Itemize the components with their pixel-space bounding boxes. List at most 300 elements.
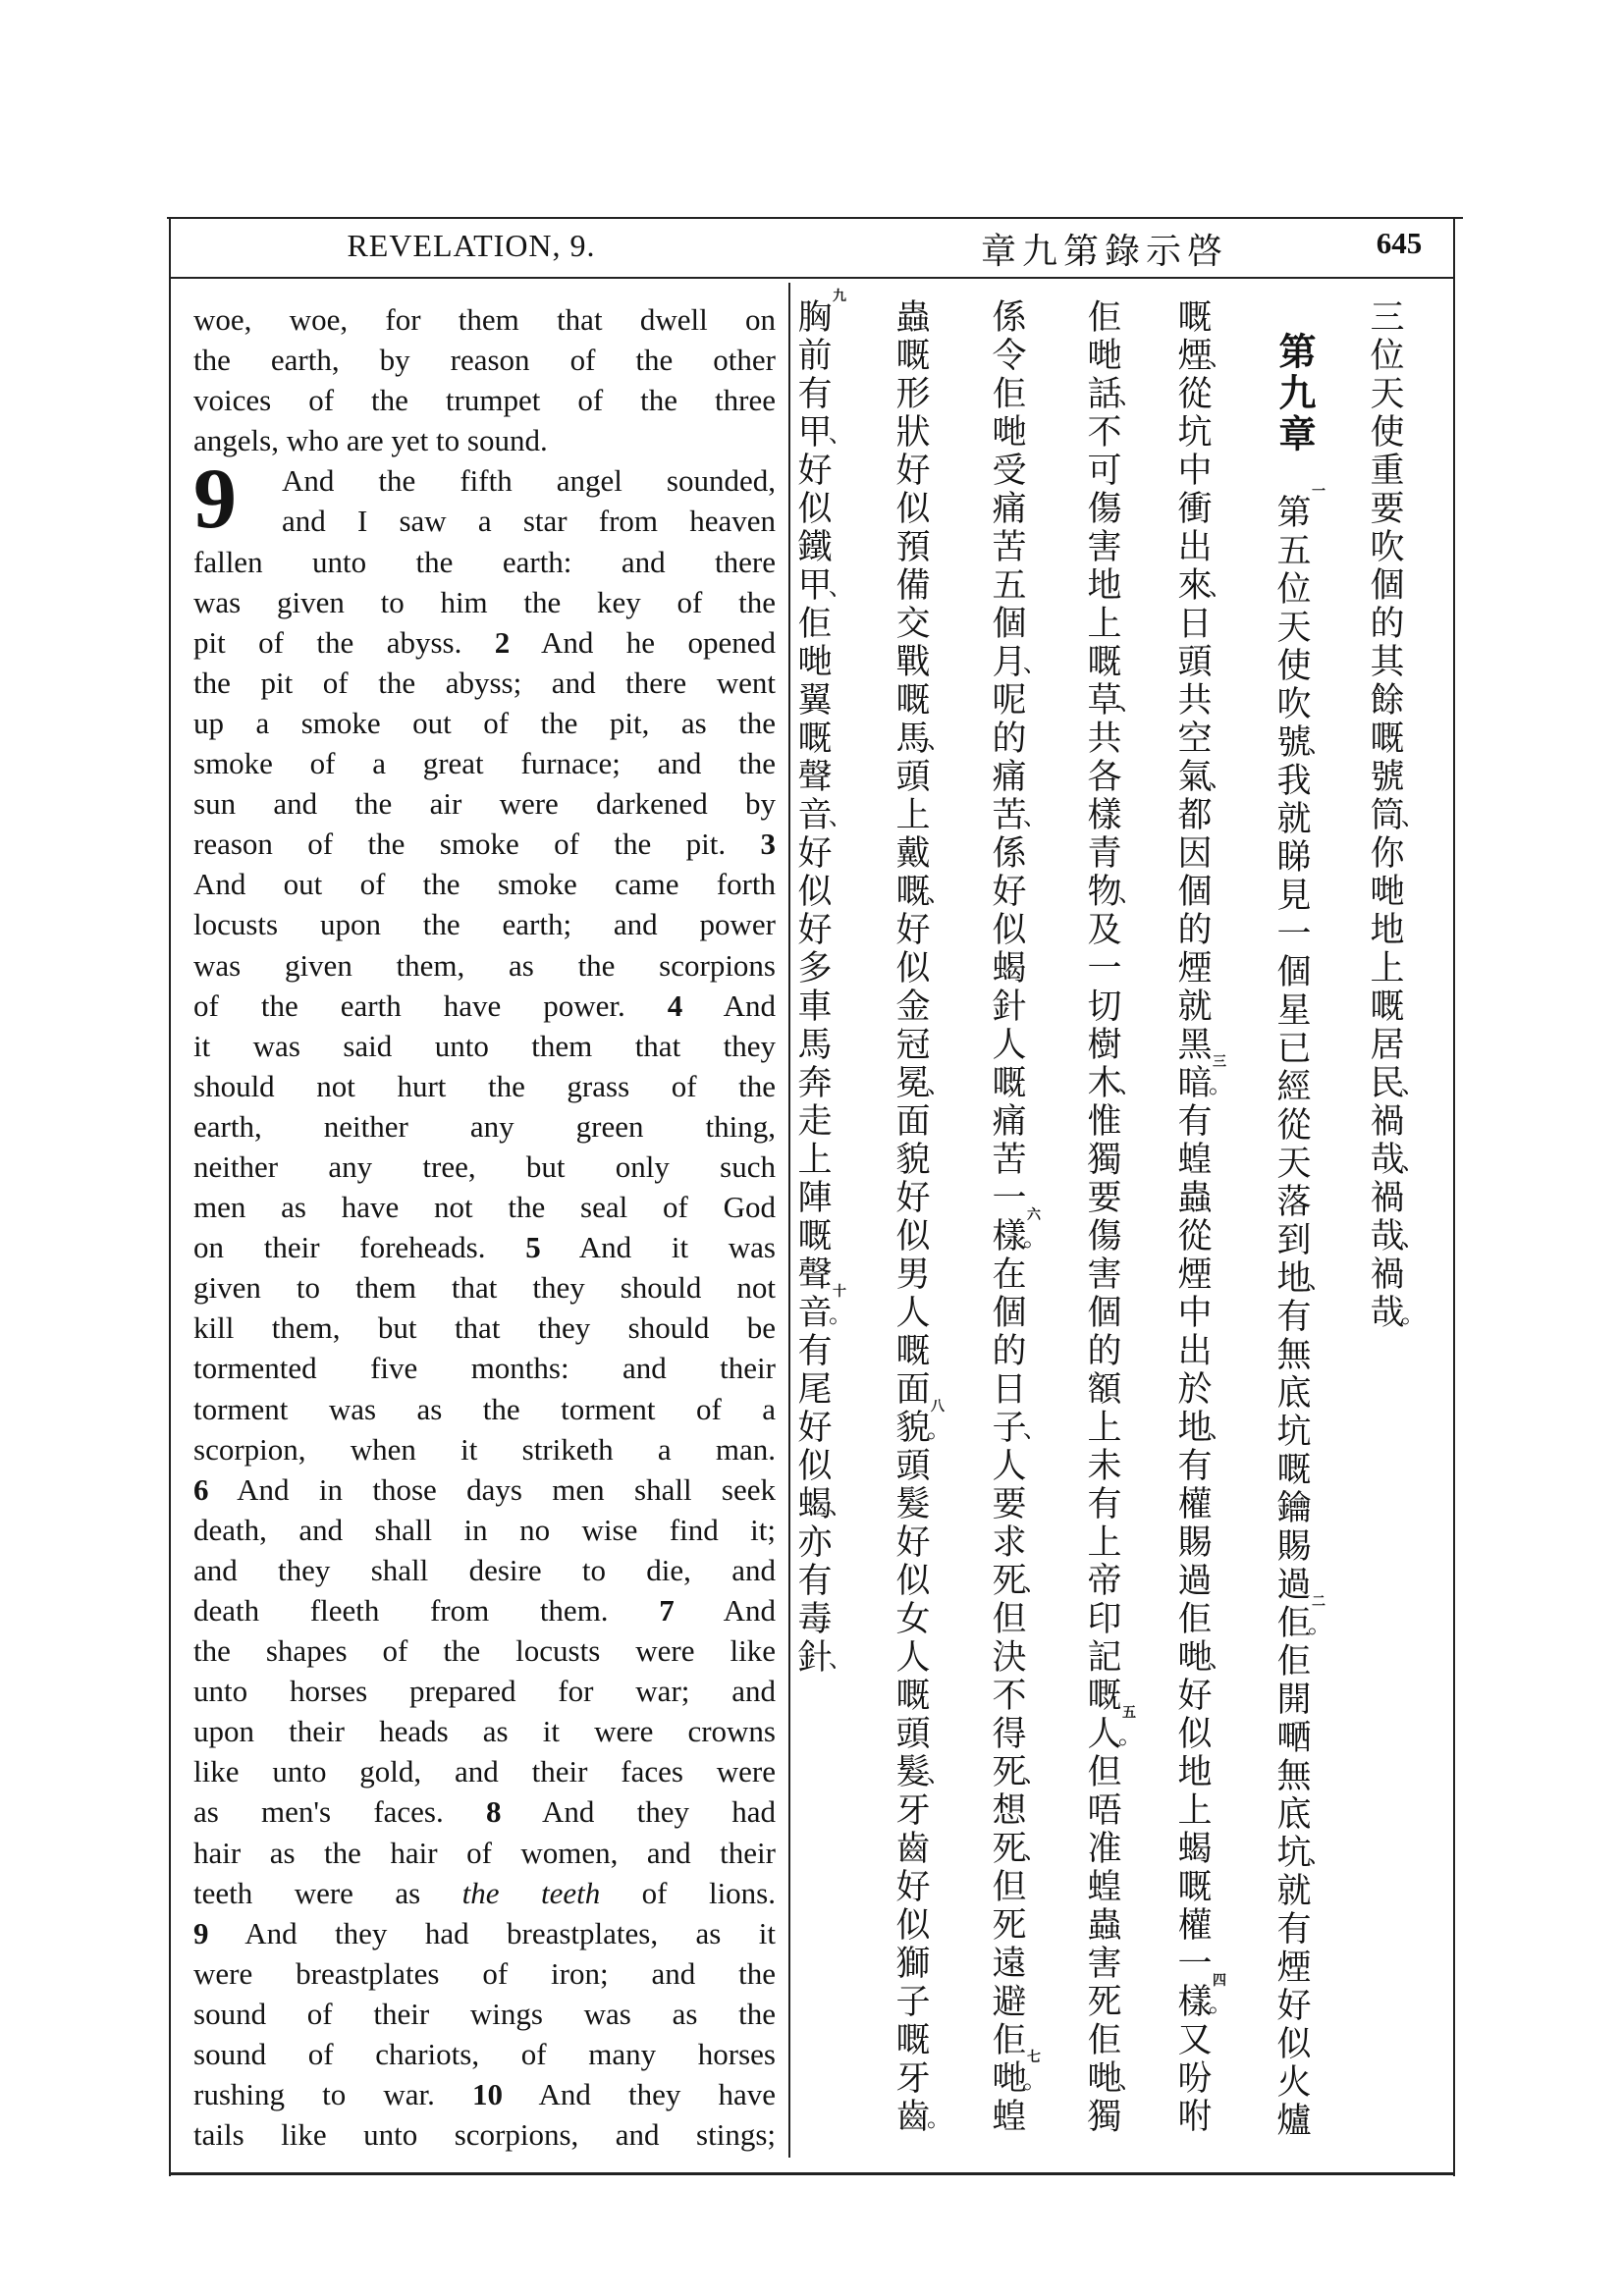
chinese-char: 苦 bbox=[992, 528, 1027, 567]
chinese-char: 就 bbox=[1276, 800, 1312, 839]
text-segment: the pit of the abyss; and there went bbox=[193, 665, 776, 700]
chinese-char: 日 bbox=[1177, 605, 1213, 644]
chinese-char: 哋 、 bbox=[1087, 2059, 1142, 2099]
chinese-char: 的 bbox=[992, 720, 1027, 759]
chinese-char: 頭 bbox=[895, 1447, 931, 1486]
chinese-char: 中 bbox=[1177, 452, 1213, 491]
chinese-char: 地 、 bbox=[1177, 1409, 1232, 1448]
chinese-char: 好 bbox=[797, 1409, 833, 1448]
chinese-char: 苦 、 bbox=[992, 796, 1047, 835]
chinese-char: 害 bbox=[1087, 1255, 1122, 1295]
text-line bbox=[193, 1953, 776, 1994]
text-segment: tormented five months: and their bbox=[193, 1351, 776, 1386]
chinese-char: 好 bbox=[1276, 1987, 1312, 2026]
chinese-char: 出 bbox=[1177, 1332, 1213, 1371]
text-segment: And bbox=[674, 1593, 776, 1628]
text-segment: woe, woe, for them that dwell on bbox=[193, 302, 776, 337]
chinese-char: 出 bbox=[1177, 528, 1213, 567]
chinese-char: 似 bbox=[797, 1447, 833, 1486]
punctuation: 、 bbox=[1209, 573, 1232, 601]
text-line bbox=[193, 1913, 776, 1953]
chinese-char: 五 bbox=[1276, 532, 1312, 571]
text-line bbox=[193, 2074, 776, 2114]
chinese-char: 髮 、 bbox=[895, 1753, 950, 1792]
punctuation: 、 bbox=[1209, 1415, 1232, 1443]
chinese-char: 不 bbox=[992, 1677, 1027, 1716]
punctuation: 、 bbox=[1023, 1837, 1047, 1864]
text-line bbox=[193, 1187, 776, 1227]
chapter-heading: 第九章 bbox=[1272, 332, 1316, 455]
text-segment: were breastplates of iron; and the bbox=[193, 1955, 776, 1991]
chinese-char: 好 bbox=[992, 873, 1027, 912]
text-segment: men as have not the seal of God bbox=[193, 1190, 776, 1225]
chinese-char: 印 bbox=[1087, 1600, 1122, 1639]
punctuation: 、 bbox=[1401, 1224, 1425, 1252]
chinese-char: 及 bbox=[1087, 911, 1122, 950]
chinese-char: 痛 bbox=[992, 758, 1027, 797]
text-line bbox=[193, 824, 776, 864]
column-divider bbox=[788, 283, 790, 2158]
chinese-char: 馬 bbox=[797, 1026, 833, 1065]
chinese-char: 底 bbox=[1276, 1374, 1312, 1414]
text-segment: And they had bbox=[501, 1794, 776, 1830]
chinese-char: 遠 bbox=[992, 1945, 1027, 1984]
chinese-char: 甲 、 bbox=[797, 566, 852, 606]
chinese-char: 餘 bbox=[1370, 681, 1405, 721]
punctuation: 、 bbox=[1118, 880, 1142, 907]
chinese-char: 煙 bbox=[1177, 1255, 1213, 1295]
chinese-char: 令 bbox=[992, 337, 1027, 376]
chinese-char: 有 bbox=[1276, 1298, 1312, 1337]
chinese-char: 嗮 bbox=[1276, 1719, 1312, 1758]
chinese-char: 死 bbox=[1087, 1983, 1122, 2022]
chinese-char: 有 bbox=[1177, 1447, 1213, 1486]
text-segment: teeth were as bbox=[193, 1875, 462, 1910]
text-segment: neither any tree, but only such bbox=[193, 1148, 776, 1184]
chinese-char: 鐵 bbox=[797, 528, 833, 567]
chinese-char: 戴 bbox=[895, 834, 931, 874]
punctuation: 、 bbox=[829, 1645, 852, 1673]
chinese-char: 有 bbox=[797, 1332, 833, 1371]
chinese-char: 三 bbox=[1370, 298, 1405, 338]
chinese-char: 胸 九 bbox=[797, 289, 846, 338]
text-segment: sound of their wings was as the bbox=[193, 1996, 776, 2031]
chinese-char: 牙 bbox=[895, 2059, 931, 2099]
chinese-char: 煙 、 bbox=[1177, 337, 1232, 376]
chinese-char: 頭 bbox=[895, 758, 931, 797]
verse-number: 10 bbox=[472, 2077, 504, 2112]
text-line bbox=[193, 945, 776, 986]
chinese-char: 各 bbox=[1087, 758, 1122, 797]
text-segment: And the fifth angel sounded, bbox=[282, 463, 776, 499]
chinese-char: 因 bbox=[1177, 834, 1213, 874]
text-segment: And he opened bbox=[510, 624, 776, 660]
text-line bbox=[193, 1348, 776, 1388]
chinese-char: 似 bbox=[895, 1217, 931, 1256]
chinese-char: 好 bbox=[895, 1868, 931, 1907]
chinese-char: 多 bbox=[797, 949, 833, 988]
text-line bbox=[193, 1389, 776, 1429]
text-segment: And it was bbox=[540, 1230, 776, 1265]
english-text-column bbox=[193, 299, 776, 2155]
punctuation: 。 bbox=[1209, 1990, 1232, 2017]
chinese-char: 筒 、 bbox=[1370, 796, 1425, 835]
chinese-char: 上 bbox=[1087, 605, 1122, 644]
chinese-char: 坑 、 bbox=[1276, 1834, 1331, 1873]
chinese-char: 可 bbox=[1087, 452, 1122, 491]
chinese-char: 似 bbox=[1276, 2025, 1312, 2064]
chinese-char: 不 bbox=[1087, 413, 1122, 453]
chinese-char: 嘅 bbox=[797, 720, 833, 759]
chinese-char: 從 bbox=[1177, 1217, 1213, 1256]
chinese-char: 死 、 bbox=[992, 1753, 1047, 1792]
text-line bbox=[193, 1550, 776, 1590]
text-segment: upon their heads as it were crowns bbox=[193, 1714, 776, 1749]
verse-marker: 五 bbox=[1122, 1705, 1136, 1721]
text-segment: death, and shall in no wise find it; bbox=[193, 1512, 776, 1547]
text-segment: earth, neither any green thing, bbox=[193, 1108, 776, 1144]
chinese-char: 受 bbox=[992, 452, 1027, 491]
verse-number: 4 bbox=[667, 988, 683, 1023]
chinese-char: 人 。 五 bbox=[1087, 1705, 1142, 1754]
chinese-char: 民 、 bbox=[1370, 1064, 1425, 1103]
chinese-char: 草 、 bbox=[1087, 681, 1142, 721]
chinese-char: 上 bbox=[1370, 949, 1405, 988]
chinese-char: 似 bbox=[895, 949, 931, 988]
punctuation: 。 bbox=[1308, 1611, 1331, 1638]
chinese-char: 哉 、 bbox=[1370, 1141, 1425, 1180]
text-line bbox=[193, 2034, 776, 2074]
text-segment: sun and the air were darkened by bbox=[193, 786, 776, 822]
chinese-char: 避 bbox=[992, 1983, 1027, 2022]
chinese-char: 煙 bbox=[1177, 949, 1213, 988]
chinese-column bbox=[1272, 332, 1331, 2141]
text-line bbox=[193, 1630, 776, 1671]
chinese-char: 號 、 bbox=[1276, 723, 1331, 763]
chinese-char: 使 bbox=[1370, 413, 1405, 453]
text-line bbox=[193, 1994, 776, 2034]
chinese-char: 但 bbox=[1087, 1753, 1122, 1792]
chinese-char: 一 bbox=[1087, 949, 1122, 988]
chinese-char: 坑 bbox=[1276, 1413, 1312, 1452]
chinese-char: 五 bbox=[992, 566, 1027, 606]
chinese-char: 我 bbox=[1276, 762, 1312, 801]
text-line bbox=[193, 1066, 776, 1106]
punctuation: 。 bbox=[927, 1415, 950, 1443]
text-line bbox=[193, 1106, 776, 1147]
chinese-char: 帝 bbox=[1087, 1562, 1122, 1601]
chinese-char: 人 bbox=[895, 1638, 931, 1678]
verse-marker: 三 bbox=[1213, 1054, 1226, 1070]
chinese-char: 貌 。 八 bbox=[895, 1399, 950, 1448]
chinese-column bbox=[795, 289, 852, 1678]
chinese-char: 樣 。 四 bbox=[1177, 1973, 1232, 2022]
text-line bbox=[193, 299, 776, 340]
chinese-char: 中 bbox=[1177, 1294, 1213, 1333]
chinese-char: 好 bbox=[895, 1523, 931, 1563]
punctuation: 、 bbox=[1308, 1841, 1331, 1868]
chinese-char: 齒 bbox=[895, 1830, 931, 1869]
chinese-char: 佢 bbox=[992, 2021, 1027, 2060]
chinese-char: 嘅 bbox=[895, 337, 931, 376]
text-line bbox=[193, 1308, 776, 1348]
text-segment: unto horses prepared for war; and bbox=[193, 1674, 776, 1709]
text-segment: rushing to war. bbox=[193, 2077, 473, 2112]
chinese-char: 惟 bbox=[1087, 1102, 1122, 1142]
chinese-char: 係 bbox=[992, 298, 1027, 338]
chinese-char: 佢 bbox=[992, 375, 1027, 414]
chinese-char: 好 bbox=[1177, 1677, 1213, 1716]
chinese-char: 就 bbox=[1276, 1872, 1312, 1911]
chinese-char: 人 bbox=[895, 1294, 931, 1333]
chinese-char: 人 bbox=[992, 1026, 1027, 1065]
chinese-char: 記 bbox=[1087, 1638, 1122, 1678]
chinese-char: 牙 bbox=[895, 1791, 931, 1831]
header-bottom-rule bbox=[169, 277, 1455, 279]
text-line bbox=[193, 460, 776, 501]
chinese-char: 佢 bbox=[1276, 1642, 1312, 1682]
chinese-char: 佢 bbox=[1177, 1600, 1213, 1639]
punctuation: 、 bbox=[829, 420, 852, 448]
text-segment: and I saw a star from heaven bbox=[282, 504, 776, 539]
punctuation: 。 bbox=[1118, 1722, 1142, 1749]
chinese-char: 見 bbox=[1276, 877, 1312, 916]
chinese-char: 係 bbox=[992, 834, 1027, 874]
chinese-char: 哋 、 bbox=[1177, 1638, 1232, 1678]
chinese-char: 嘅 、 bbox=[895, 873, 950, 912]
chinese-char: 一 bbox=[1177, 1945, 1213, 1984]
chinese-char: 地 bbox=[1177, 1753, 1213, 1792]
chinese-char: 苦 bbox=[992, 1141, 1027, 1180]
chinese-char: 權 bbox=[1177, 1906, 1213, 1946]
chinese-char: 似 bbox=[797, 490, 833, 529]
chinese-char: 佢 bbox=[797, 605, 833, 644]
chinese-char: 獅 bbox=[895, 1945, 931, 1984]
chinese-char: 蝎 、 bbox=[797, 1485, 852, 1524]
chinese-char: 睇 bbox=[1276, 838, 1312, 878]
text-segment: hair as the hair of women, and their bbox=[193, 1835, 776, 1870]
chinese-column bbox=[1368, 298, 1425, 1333]
chinese-char: 嘅 bbox=[1276, 1451, 1312, 1490]
chinese-char: 冠 bbox=[895, 1026, 931, 1065]
text-line bbox=[193, 380, 776, 420]
text-segment: was given to him the key of the bbox=[193, 584, 776, 619]
chinese-char: 賜 bbox=[1276, 1527, 1312, 1567]
chinese-char: 有 bbox=[1177, 1102, 1213, 1142]
chinese-char: 嘅 bbox=[895, 2021, 931, 2060]
text-line bbox=[193, 1791, 776, 1832]
chinese-char: 頭 bbox=[1177, 643, 1213, 682]
text-segment: kill them, but that they should be bbox=[193, 1310, 776, 1346]
text-segment: on their foreheads. bbox=[193, 1230, 526, 1265]
chinese-char: 嘅 bbox=[797, 1217, 833, 1256]
chinese-char: 嘅 bbox=[895, 1677, 931, 1716]
chinese-char: 佢 bbox=[1087, 298, 1122, 338]
chinese-char: 嘅 bbox=[1087, 643, 1122, 682]
text-segment: of the earth have power. bbox=[193, 988, 668, 1023]
chinese-char: 貌 bbox=[895, 1141, 931, 1180]
chinese-char: 哋 bbox=[1370, 873, 1405, 912]
chinese-char: 禍 bbox=[1370, 1255, 1405, 1295]
chinese-char: 死 bbox=[992, 1906, 1027, 1946]
punctuation: 。 bbox=[1023, 1224, 1047, 1252]
punctuation: 、 bbox=[1209, 765, 1232, 792]
text-line bbox=[193, 582, 776, 622]
punctuation: 。 bbox=[829, 1301, 852, 1328]
chinese-char: 要 bbox=[992, 1485, 1027, 1524]
text-segment: voices of the trumpet of the three bbox=[193, 383, 776, 418]
punctuation: 、 bbox=[1023, 803, 1047, 830]
chinese-char: 重 bbox=[1370, 452, 1405, 491]
punctuation: 。 bbox=[1209, 1071, 1232, 1098]
chinese-char: 天 bbox=[1276, 609, 1312, 648]
chinese-char: 毒 bbox=[797, 1600, 833, 1639]
chinese-char: 有 bbox=[797, 1562, 833, 1601]
chinese-char: 哋 bbox=[797, 643, 833, 682]
chinese-char: 似 bbox=[1177, 1715, 1213, 1754]
text-line bbox=[193, 1469, 776, 1510]
chinese-char: 哉 。 bbox=[1370, 1294, 1425, 1333]
chinese-char: 佢 。 二 bbox=[1276, 1594, 1331, 1643]
chinese-char: 似 bbox=[895, 490, 931, 529]
punctuation: 、 bbox=[1118, 688, 1142, 716]
verse-marker: 二 bbox=[1312, 1594, 1325, 1610]
chinese-char: 就 bbox=[1177, 988, 1213, 1027]
punctuation: 、 bbox=[1308, 730, 1331, 758]
chinese-char: 天 bbox=[1276, 1145, 1312, 1184]
verse-marker: 一 bbox=[1312, 484, 1325, 500]
chinese-char: 都 bbox=[1177, 796, 1213, 835]
punctuation: 、 bbox=[1023, 1569, 1047, 1596]
text-segment: like unto gold, and their faces were bbox=[193, 1754, 776, 1789]
chinese-char: 戰 bbox=[895, 643, 931, 682]
page-number: 645 bbox=[1376, 226, 1423, 260]
chinese-column bbox=[893, 298, 950, 2137]
punctuation: 、 bbox=[927, 1760, 950, 1788]
punctuation: 、 bbox=[829, 573, 852, 601]
text-line bbox=[193, 622, 776, 663]
chinese-char: 禍 bbox=[1370, 1179, 1405, 1218]
chinese-char: 的 bbox=[1087, 1332, 1122, 1371]
chinese-char: 音 。 十 bbox=[797, 1284, 852, 1333]
chinese-char: 個 bbox=[1087, 1294, 1122, 1333]
chinese-char: 嘅 bbox=[895, 1332, 931, 1371]
chinese-char: 空 bbox=[1177, 720, 1213, 759]
text-segment: the teeth bbox=[461, 1875, 601, 1910]
chinese-char: 似 bbox=[992, 911, 1027, 950]
chinese-char: 樣 。 六 bbox=[992, 1207, 1047, 1256]
chinese-char: 有 bbox=[1276, 1910, 1312, 1949]
chinese-char: 哋 bbox=[992, 413, 1027, 453]
chinese-char: 禍 bbox=[1370, 1102, 1405, 1142]
text-segment: given to them that they should not bbox=[193, 1270, 776, 1306]
punctuation: 、 bbox=[1023, 1415, 1047, 1443]
text-segment: death fleeth from them. bbox=[193, 1593, 660, 1628]
chinese-char: 開 bbox=[1276, 1681, 1312, 1720]
text-line bbox=[193, 783, 776, 824]
text-segment: of lions. bbox=[600, 1875, 776, 1910]
chinese-char: 冕 、 bbox=[895, 1064, 950, 1103]
text-line bbox=[193, 1429, 776, 1469]
text-line bbox=[193, 1510, 776, 1550]
chinese-char: 衝 bbox=[1177, 490, 1213, 529]
punctuation: 、 bbox=[927, 726, 950, 754]
chinese-char: 求 bbox=[992, 1523, 1027, 1563]
text-segment: up a smoke out of the pit, as the bbox=[193, 705, 776, 740]
chinese-char: 嘅 bbox=[1370, 720, 1405, 759]
running-title-chinese: 章九第錄示啓 bbox=[980, 232, 1228, 272]
chinese-char: 無 bbox=[1276, 1757, 1312, 1796]
chinese-char: 但 bbox=[992, 1868, 1027, 1907]
verse-number: 2 bbox=[494, 624, 511, 660]
chinese-char: 要 bbox=[1087, 1179, 1122, 1218]
chinese-char: 有 bbox=[1087, 1485, 1122, 1524]
chinese-column bbox=[990, 298, 1047, 2137]
chinese-char: 嘅 bbox=[1087, 1677, 1122, 1716]
chinese-char: 上 bbox=[1087, 1409, 1122, 1448]
verse-number: 5 bbox=[525, 1230, 541, 1265]
text-segment: angels, who are yet to sound. bbox=[193, 423, 548, 458]
text-line bbox=[193, 340, 776, 380]
text-segment: locusts upon the earth; and power bbox=[193, 907, 776, 942]
chinese-char: 上 bbox=[1087, 1523, 1122, 1563]
punctuation: 、 bbox=[1209, 1645, 1232, 1673]
chinese-char: 預 bbox=[895, 528, 931, 567]
punctuation: 。 bbox=[1023, 2066, 1047, 2094]
chinese-char: 走 bbox=[797, 1102, 833, 1142]
chinese-char: 居 bbox=[1370, 1026, 1405, 1065]
punctuation: 、 bbox=[1023, 1760, 1047, 1788]
punctuation: 、 bbox=[1209, 344, 1232, 371]
chinese-char: 馬 、 bbox=[895, 720, 950, 759]
chinese-char: 號 bbox=[1370, 758, 1405, 797]
chinese-char: 要 bbox=[1370, 490, 1405, 529]
text-segment: should not hurt the grass of the bbox=[193, 1068, 776, 1103]
chinese-char: 好 bbox=[895, 452, 931, 491]
chinese-char: 似 bbox=[895, 1906, 931, 1946]
chinese-char: 傷 bbox=[1087, 490, 1122, 529]
punctuation: 、 bbox=[1023, 650, 1047, 677]
chinese-char: 的 bbox=[1177, 911, 1213, 950]
chinese-char: 尾 bbox=[797, 1370, 833, 1410]
chinese-char: 樹 bbox=[1087, 1026, 1122, 1065]
chinese-char: 個 bbox=[992, 605, 1027, 644]
text-segment: scorpion, when it striketh a man. bbox=[193, 1431, 776, 1467]
chinese-char: 奔 bbox=[797, 1064, 833, 1103]
chinese-char: 到 bbox=[1276, 1221, 1312, 1260]
chinese-char: 位 bbox=[1276, 570, 1312, 610]
verse-marker: 十 bbox=[833, 1284, 846, 1300]
chinese-char: 女 bbox=[895, 1600, 931, 1639]
chinese-char: 物 、 bbox=[1087, 873, 1142, 912]
chinese-char: 想 bbox=[992, 1791, 1027, 1831]
text-segment: the earth, by reason of the other bbox=[193, 343, 776, 378]
punctuation: 、 bbox=[1401, 1148, 1425, 1175]
text-line bbox=[193, 420, 776, 460]
chinese-char: 陣 bbox=[797, 1179, 833, 1218]
chinese-char: 月 、 bbox=[992, 643, 1047, 682]
verse-number: 7 bbox=[659, 1593, 675, 1628]
text-line bbox=[193, 904, 776, 944]
chinese-char: 黑 bbox=[1177, 1026, 1213, 1065]
punctuation: 、 bbox=[1118, 2066, 1142, 2094]
text-line bbox=[193, 1833, 776, 1873]
chinese-char: 一 bbox=[1276, 915, 1312, 954]
text-line bbox=[193, 1590, 776, 1630]
chinese-char: 從 bbox=[1276, 1106, 1312, 1146]
verse-marker: 七 bbox=[1027, 2050, 1041, 2065]
chinese-char: 的 bbox=[992, 1332, 1027, 1371]
